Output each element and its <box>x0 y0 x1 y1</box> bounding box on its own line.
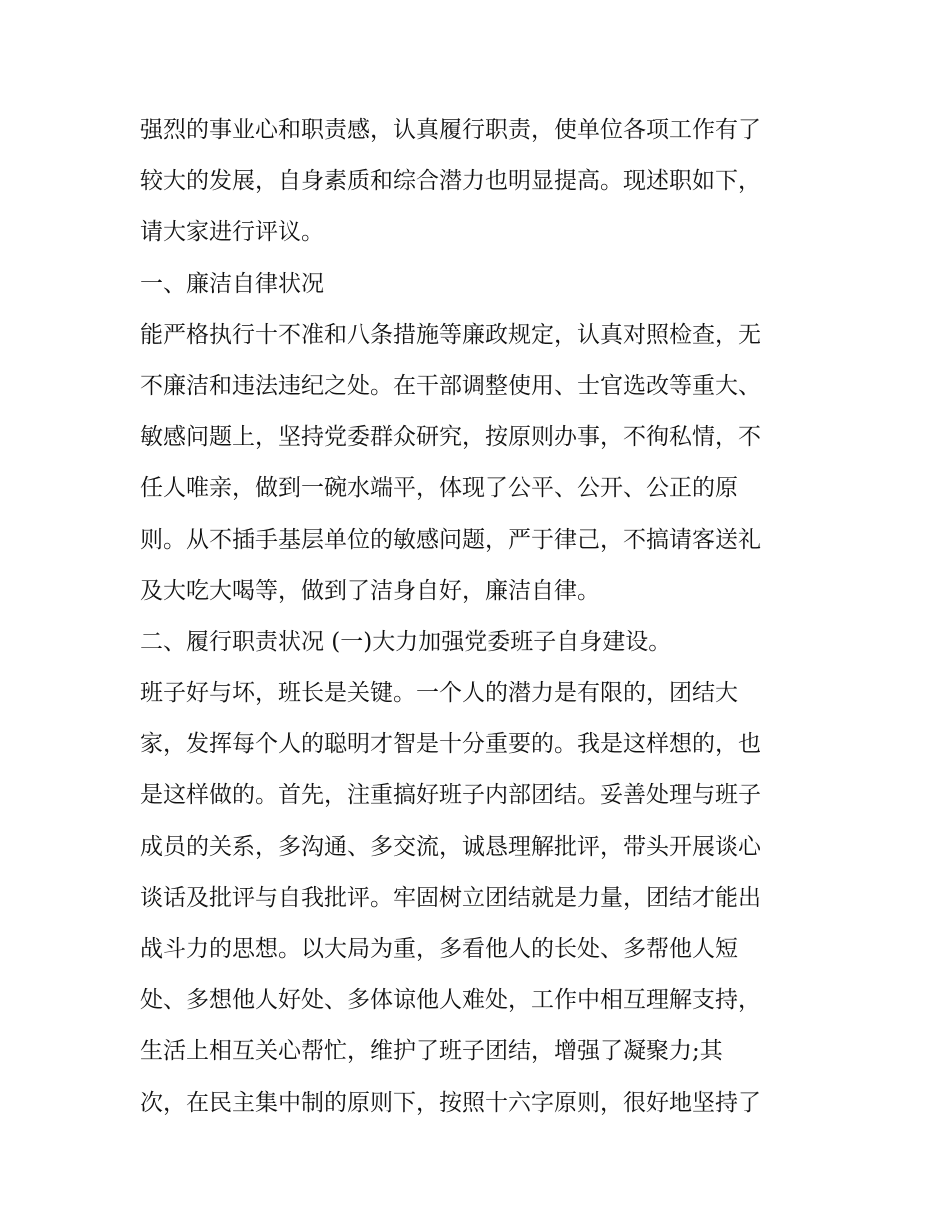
text-line: 处、多想他人好处、多体谅他人难处，工作中相互理解支持， <box>140 987 761 1014</box>
text-line: 成员的关系，多沟通、多交流，诚恳理解批评，带头开展谈心 <box>140 833 761 860</box>
text-line: 强烈的事业心和职责感，认真履行职责，使单位各项工作有了 <box>140 117 761 143</box>
text-line: 及大吃大喝等，做到了洁身自好，廉洁自律。 <box>140 577 600 604</box>
text-line: 请大家进行评议。 <box>140 219 324 246</box>
text-line: 敏感问题上，坚持党委群众研究，按原则办事，不徇私情，不 <box>140 424 761 451</box>
text-line: 不廉洁和违法违纪之处。在干部调整使用、士官选改等重大、 <box>140 372 761 399</box>
text-line: 战斗力的思想。以大局为重，多看他人的长处、多帮他人短 <box>140 936 738 962</box>
section-heading: 一、廉洁自律状况 <box>140 270 324 297</box>
text-line: 家，发挥每个人的聪明才智是十分重要的。我是这样想的，也 <box>140 731 761 758</box>
text-line: 谈话及批评与自我批评。牢固树立团结就是力量，团结才能出 <box>140 884 761 911</box>
text-line: 次，在民主集中制的原则下，按照十六字原则，很好地坚持了 <box>140 1089 761 1116</box>
section-heading: 二、履行职责状况 (一)大力加强党委班子自身建设。 <box>140 628 672 655</box>
text-line: 班子好与坏，班长是关键。一个人的潜力是有限的，团结大 <box>140 680 738 707</box>
text-line: 是这样做的。首先，注重搞好班子内部团结。妥善处理与班子 <box>140 782 761 809</box>
text-line: 任人唯亲，做到一碗水端平，体现了公平、公开、公正的原 <box>140 475 738 502</box>
text-line: 较大的发展，自身素质和综合潜力也明显提高。现述职如下， <box>140 168 761 195</box>
text-line: 生活上相互关心帮忙，维护了班子团结，增强了凝聚力;其 <box>140 1038 723 1065</box>
document-body <box>140 105 830 1129</box>
text-line: 能严格执行十不准和八条措施等廉政规定，认真对照检查，无 <box>140 321 761 348</box>
text-line: 则。从不插手基层单位的敏感问题，严于律己，不搞请客送礼 <box>140 526 761 553</box>
